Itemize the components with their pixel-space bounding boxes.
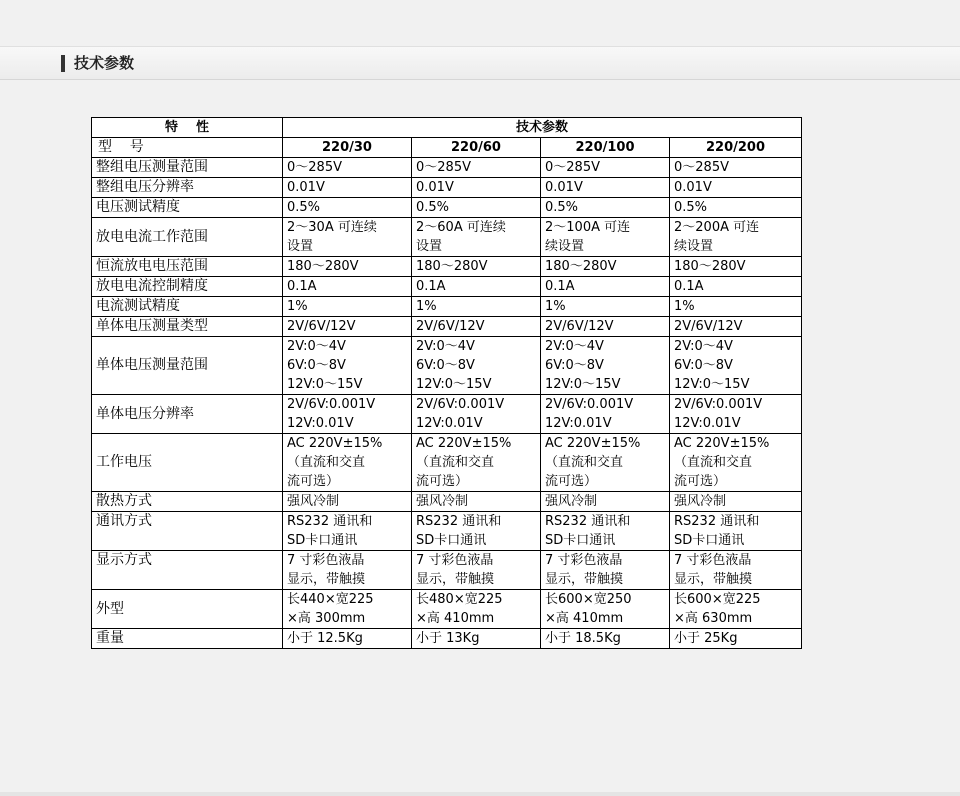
value-line: 6V:0～8V	[674, 358, 733, 373]
value-cell	[283, 317, 412, 337]
value-line: 流可选）	[416, 474, 469, 489]
feature-name-cell: 重量	[92, 629, 283, 649]
value-line: 180～280V	[545, 259, 617, 274]
value-cell	[541, 277, 670, 297]
value-line: 7 寸彩色液晶	[545, 553, 623, 568]
value-cell	[541, 198, 670, 218]
value-line: 强风冷制	[287, 494, 340, 509]
value-line: 180～280V	[287, 259, 359, 274]
value-line: AC 220V±15%	[674, 436, 770, 451]
feature-name-cell: 外型	[92, 590, 283, 629]
value-line: 0.01V	[416, 180, 454, 195]
value-line: 7 寸彩色液晶	[416, 553, 494, 568]
value-line: 0～285V	[545, 160, 600, 175]
value-cell	[283, 297, 412, 317]
value-cell	[541, 218, 670, 257]
value-cell	[670, 337, 802, 395]
value-line: 7 寸彩色液晶	[674, 553, 752, 568]
table-row	[92, 178, 802, 198]
value-cell	[412, 512, 541, 551]
value-cell	[670, 158, 802, 178]
feature-name-cell: 通讯方式	[92, 512, 283, 551]
value-line: 2V/6V:0.001V	[545, 397, 634, 412]
value-line: 12V:0.01V	[674, 416, 741, 431]
value-cell	[412, 337, 541, 395]
value-cell	[412, 434, 541, 492]
model-cell: 220/60	[412, 138, 541, 158]
feature-name-cell: 放电电流控制精度	[92, 277, 283, 297]
feature-name-cell: 放电电流工作范围	[92, 218, 283, 257]
value-cell	[670, 277, 802, 297]
value-line: 1%	[416, 299, 437, 314]
value-line: 12V:0～15V	[674, 377, 750, 392]
value-line: 小于 12.5Kg	[287, 631, 363, 646]
value-line: RS232 通讯和	[416, 514, 502, 529]
value-cell	[670, 434, 802, 492]
feature-name-cell: 电压测试精度	[92, 198, 283, 218]
value-cell	[283, 512, 412, 551]
feature-name-cell: 工作电压	[92, 434, 283, 492]
value-cell	[283, 158, 412, 178]
value-line: 0.1A	[674, 279, 704, 294]
table-row	[92, 218, 802, 257]
value-line: 0.1A	[287, 279, 317, 294]
value-line: 2V/6V/12V	[287, 319, 356, 334]
value-line: 0.1A	[416, 279, 446, 294]
spec-body	[92, 158, 802, 649]
value-line: 小于 13Kg	[416, 631, 480, 646]
value-line: 6V:0～8V	[416, 358, 475, 373]
value-cell	[412, 158, 541, 178]
value-line: SD卡口通讯	[287, 533, 358, 548]
value-line: 强风冷制	[674, 494, 727, 509]
value-line: 0～285V	[674, 160, 729, 175]
feature-name-cell: 单体电压测量类型	[92, 317, 283, 337]
value-line: 2V/6V:0.001V	[674, 397, 763, 412]
value-line: 180～280V	[416, 259, 488, 274]
value-line: 2～30A 可连续	[287, 220, 377, 235]
value-cell	[670, 178, 802, 198]
model-cell: 220/30	[283, 138, 412, 158]
value-cell	[412, 492, 541, 512]
value-line: 流可选）	[287, 474, 340, 489]
value-line: 0.1A	[545, 279, 575, 294]
value-line: ×高 410mm	[545, 611, 624, 626]
value-cell	[670, 512, 802, 551]
table-row	[92, 297, 802, 317]
value-line: 2V/6V:0.001V	[287, 397, 376, 412]
value-line: AC 220V±15%	[287, 436, 383, 451]
value-line: 长600×宽225	[674, 592, 761, 607]
value-cell	[541, 512, 670, 551]
value-line: 0.01V	[545, 180, 583, 195]
feature-name-cell: 整组电压测量范围	[92, 158, 283, 178]
value-cell	[283, 434, 412, 492]
feature-name-cell: 电流测试精度	[92, 297, 283, 317]
value-line: 2V:0～4V	[416, 339, 475, 354]
value-line: 0.01V	[287, 180, 325, 195]
value-line: 2V:0～4V	[287, 339, 346, 354]
feature-name-cell: 单体电压测量范围	[92, 337, 283, 395]
value-cell	[283, 178, 412, 198]
value-line: RS232 通讯和	[674, 514, 760, 529]
table-row	[92, 512, 802, 551]
value-line: 2V/6V/12V	[416, 319, 485, 334]
table-row	[92, 492, 802, 512]
value-line: 设置	[287, 239, 314, 254]
value-line: 显示，带触摸	[416, 572, 495, 587]
value-cell	[283, 257, 412, 277]
feature-header: 特 性	[92, 118, 283, 138]
value-cell	[541, 337, 670, 395]
value-cell	[541, 297, 670, 317]
value-cell	[541, 257, 670, 277]
section-header	[0, 46, 960, 80]
value-cell	[670, 551, 802, 590]
table-row	[92, 395, 802, 434]
value-line: 强风冷制	[416, 494, 469, 509]
value-cell	[412, 257, 541, 277]
value-cell	[541, 395, 670, 434]
value-cell	[670, 218, 802, 257]
model-cell: 220/100	[541, 138, 670, 158]
value-line: 2V/6V/12V	[674, 319, 743, 334]
value-cell	[541, 317, 670, 337]
value-cell	[670, 297, 802, 317]
value-line: ×高 410mm	[416, 611, 495, 626]
value-line: 续设置	[674, 239, 714, 254]
model-row	[92, 138, 802, 158]
table-row	[92, 434, 802, 492]
value-line: 长600×宽250	[545, 592, 632, 607]
value-cell	[283, 629, 412, 649]
feature-name-cell: 显示方式	[92, 551, 283, 590]
value-line: （直流和交直	[674, 455, 753, 470]
value-line: 2～60A 可连续	[416, 220, 506, 235]
value-line: 2V/6V:0.001V	[416, 397, 505, 412]
value-line: 小于 18.5Kg	[545, 631, 621, 646]
value-line: （直流和交直	[545, 455, 624, 470]
bottom-divider	[0, 792, 960, 796]
value-line: 续设置	[545, 239, 585, 254]
value-cell	[283, 337, 412, 395]
value-line: 2～200A 可连	[674, 220, 760, 235]
value-cell	[283, 218, 412, 257]
value-line: 显示，带触摸	[674, 572, 753, 587]
value-line: 2～100A 可连	[545, 220, 631, 235]
value-line: 0.5%	[287, 200, 321, 215]
value-line: ×高 300mm	[287, 611, 366, 626]
feature-name-cell: 散热方式	[92, 492, 283, 512]
value-line: 12V:0.01V	[287, 416, 354, 431]
value-line: ×高 630mm	[674, 611, 753, 626]
value-cell	[670, 198, 802, 218]
value-cell	[670, 629, 802, 649]
value-cell	[541, 178, 670, 198]
table-row	[92, 277, 802, 297]
value-line: （直流和交直	[416, 455, 495, 470]
value-line: SD卡口通讯	[674, 533, 745, 548]
value-line: SD卡口通讯	[416, 533, 487, 548]
table-row	[92, 158, 802, 178]
value-cell	[412, 590, 541, 629]
feature-name-cell: 恒流放电电压范围	[92, 257, 283, 277]
value-line: SD卡口通讯	[545, 533, 616, 548]
value-line: 1%	[287, 299, 308, 314]
value-line: （直流和交直	[287, 455, 366, 470]
value-line: 小于 25Kg	[674, 631, 738, 646]
value-line: 显示，带触摸	[287, 572, 366, 587]
value-line: 12V:0～15V	[545, 377, 621, 392]
value-cell	[541, 551, 670, 590]
table-header-row	[92, 118, 802, 138]
value-line: 1%	[545, 299, 566, 314]
section-title: 技术参数	[74, 54, 135, 72]
table-row	[92, 257, 802, 277]
value-cell	[283, 395, 412, 434]
value-line: 强风冷制	[545, 494, 598, 509]
value-cell	[541, 492, 670, 512]
value-cell	[541, 158, 670, 178]
value-line: 设置	[416, 239, 443, 254]
table-row	[92, 337, 802, 395]
value-cell	[541, 590, 670, 629]
value-line: AC 220V±15%	[545, 436, 641, 451]
value-line: AC 220V±15%	[416, 436, 512, 451]
value-cell	[670, 590, 802, 629]
value-line: 2V/6V/12V	[545, 319, 614, 334]
section-marker	[61, 55, 65, 72]
value-cell	[412, 297, 541, 317]
value-line: 0.5%	[416, 200, 450, 215]
value-line: 12V:0～15V	[287, 377, 363, 392]
value-line: 7 寸彩色液晶	[287, 553, 365, 568]
value-line: RS232 通讯和	[287, 514, 373, 529]
value-line: 12V:0.01V	[416, 416, 483, 431]
value-line: 180～280V	[674, 259, 746, 274]
value-line: 0～285V	[416, 160, 471, 175]
value-line: 6V:0～8V	[287, 358, 346, 373]
value-cell	[283, 492, 412, 512]
value-line: 0.5%	[674, 200, 708, 215]
feature-name-cell: 单体电压分辨率	[92, 395, 283, 434]
value-cell	[541, 629, 670, 649]
value-line: 长480×宽225	[416, 592, 503, 607]
feature-name-cell: 整组电压分辨率	[92, 178, 283, 198]
table-row	[92, 317, 802, 337]
value-line: 2V:0～4V	[674, 339, 733, 354]
value-line: RS232 通讯和	[545, 514, 631, 529]
value-line: 1%	[674, 299, 695, 314]
value-line: 0～285V	[287, 160, 342, 175]
value-cell	[412, 277, 541, 297]
value-cell	[412, 395, 541, 434]
value-cell	[670, 395, 802, 434]
value-cell	[670, 317, 802, 337]
model-cell: 220/200	[670, 138, 802, 158]
value-line: 2V:0～4V	[545, 339, 604, 354]
value-cell	[670, 492, 802, 512]
value-line: 长440×宽225	[287, 592, 374, 607]
value-line: 显示，带触摸	[545, 572, 624, 587]
spec-table	[91, 117, 802, 649]
value-cell	[283, 198, 412, 218]
value-cell	[412, 198, 541, 218]
value-cell	[412, 317, 541, 337]
model-label: 型 号	[92, 138, 283, 158]
params-header: 技术参数	[283, 118, 802, 138]
value-line: 0.5%	[545, 200, 579, 215]
value-cell	[283, 590, 412, 629]
value-cell	[412, 218, 541, 257]
value-line: 流可选）	[545, 474, 598, 489]
value-cell	[412, 551, 541, 590]
value-line: 0.01V	[674, 180, 712, 195]
value-line: 流可选）	[674, 474, 727, 489]
value-cell	[670, 257, 802, 277]
table-row	[92, 198, 802, 218]
value-line: 12V:0～15V	[416, 377, 492, 392]
table-row	[92, 590, 802, 629]
value-line: 6V:0～8V	[545, 358, 604, 373]
value-cell	[412, 629, 541, 649]
value-cell	[412, 178, 541, 198]
value-cell	[541, 434, 670, 492]
table-row	[92, 551, 802, 590]
value-cell	[283, 277, 412, 297]
value-line: 12V:0.01V	[545, 416, 612, 431]
value-cell	[283, 551, 412, 590]
table-row	[92, 629, 802, 649]
